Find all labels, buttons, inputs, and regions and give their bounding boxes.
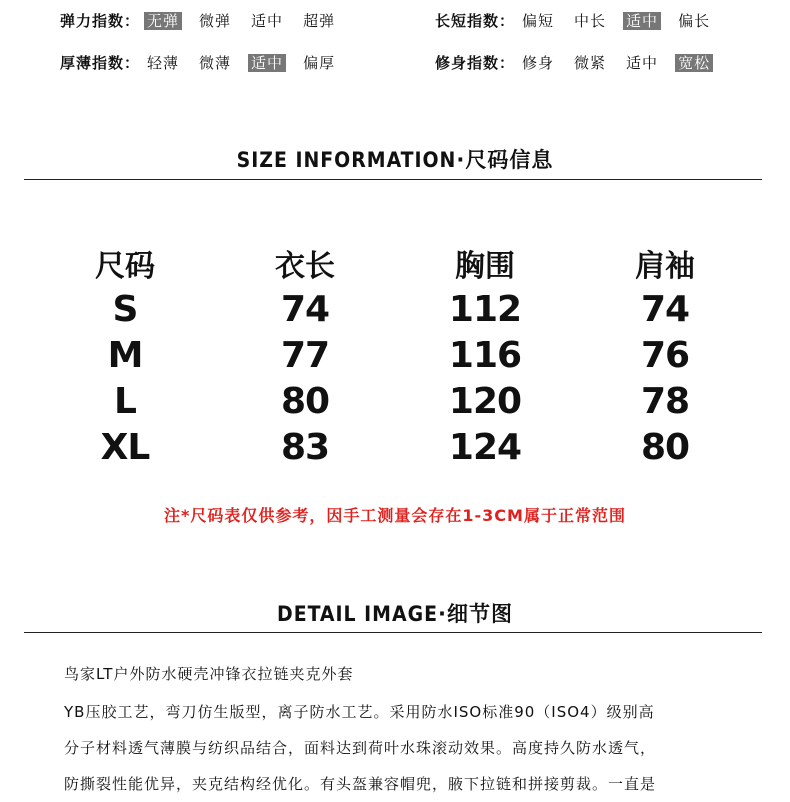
header-cell: 衣长 [275,249,335,284]
header-cell: 胸围 [455,249,515,284]
table-row [30,332,760,378]
attribute-option: 偏短 [522,11,555,30]
chest-cell: 120 [448,380,522,422]
size-title-cn: ·尺码信息 [456,148,554,172]
attribute-option: 微弹 [199,11,232,30]
description-line: YB压胶工艺，弯刀仿生版型，离子防水工艺。采用防水ISO标准90（ISO4）级别高 [64,703,655,721]
size-section-title [0,144,790,174]
size-cell: S [112,288,138,330]
attribute-option: 修身 [522,53,555,72]
length-cell: 77 [280,334,330,376]
description-line: 分子材料透气薄膜与纺织品结合，面料达到荷叶水珠滚动效果。高度持久防水透气， [64,739,657,757]
size-cell: XL [100,426,150,468]
header-cell: 尺码 [95,249,155,284]
size-note: 注*尺码表仅供参考，因手工测量会存在1-3CM属于正常范围 [164,506,626,525]
sleeve-cell: 78 [640,380,690,422]
attribute-option: 微紧 [574,53,607,72]
length-cell: 80 [280,380,330,422]
attribute-label: 弹力指数： [60,12,141,30]
table-row [30,378,760,424]
attribute-option: 中长 [574,11,607,30]
header-cell: 肩袖 [635,249,695,284]
detail-divider [24,632,762,633]
sleeve-cell: 80 [640,426,690,468]
attribute-option: 微薄 [199,53,232,72]
attribute-option: 偏厚 [303,53,336,72]
chest-cell: 124 [448,426,522,468]
attribute-option: 适中 [251,11,284,30]
attribute-option: 轻薄 [147,53,180,72]
size-table-header [30,240,760,286]
attribute-label: 厚薄指数： [60,54,141,72]
attribute-grid [0,0,790,90]
description-line: 防撕裂性能优异，夹克结构经优化。有头盔兼容帽兜，腋下拉链和拼接剪裁。一直是 [64,775,657,793]
table-row [30,286,760,332]
length-cell: 83 [280,426,330,468]
size-divider [24,179,762,180]
product-description [64,660,764,802]
attribute-option: 超弹 [303,11,336,30]
attribute-option: 宽松 [675,54,713,72]
attribute-option: 偏长 [678,11,711,30]
detail-title-cn: ·细节图 [438,602,513,626]
attribute-row-thickness [60,52,352,73]
attribute-label: 长短指数： [435,12,516,30]
attribute-option: 无弹 [144,12,182,30]
chest-cell: 116 [448,334,522,376]
chest-cell: 112 [448,288,522,330]
description-line: 鸟家LT户外防水硬壳冲锋衣拉链夹克外套 [64,665,354,683]
table-row [30,424,760,470]
attribute-label: 修身指数： [435,54,516,72]
detail-title-en: DETAIL IMAGE [277,602,438,626]
length-cell: 74 [280,288,330,330]
size-table [30,240,760,470]
attribute-row-length [435,10,727,31]
size-cell: M [107,334,143,376]
attribute-option: 适中 [248,54,286,72]
size-title-en: SIZE INFORMATION [236,148,457,172]
sleeve-cell: 76 [640,334,690,376]
sleeve-cell: 74 [640,288,690,330]
detail-section-title [0,598,790,628]
attribute-option: 适中 [626,53,659,72]
attribute-row-fit [435,52,727,73]
attribute-option: 适中 [623,12,661,30]
attribute-row-elasticity [60,10,352,31]
size-cell: L [114,380,136,422]
